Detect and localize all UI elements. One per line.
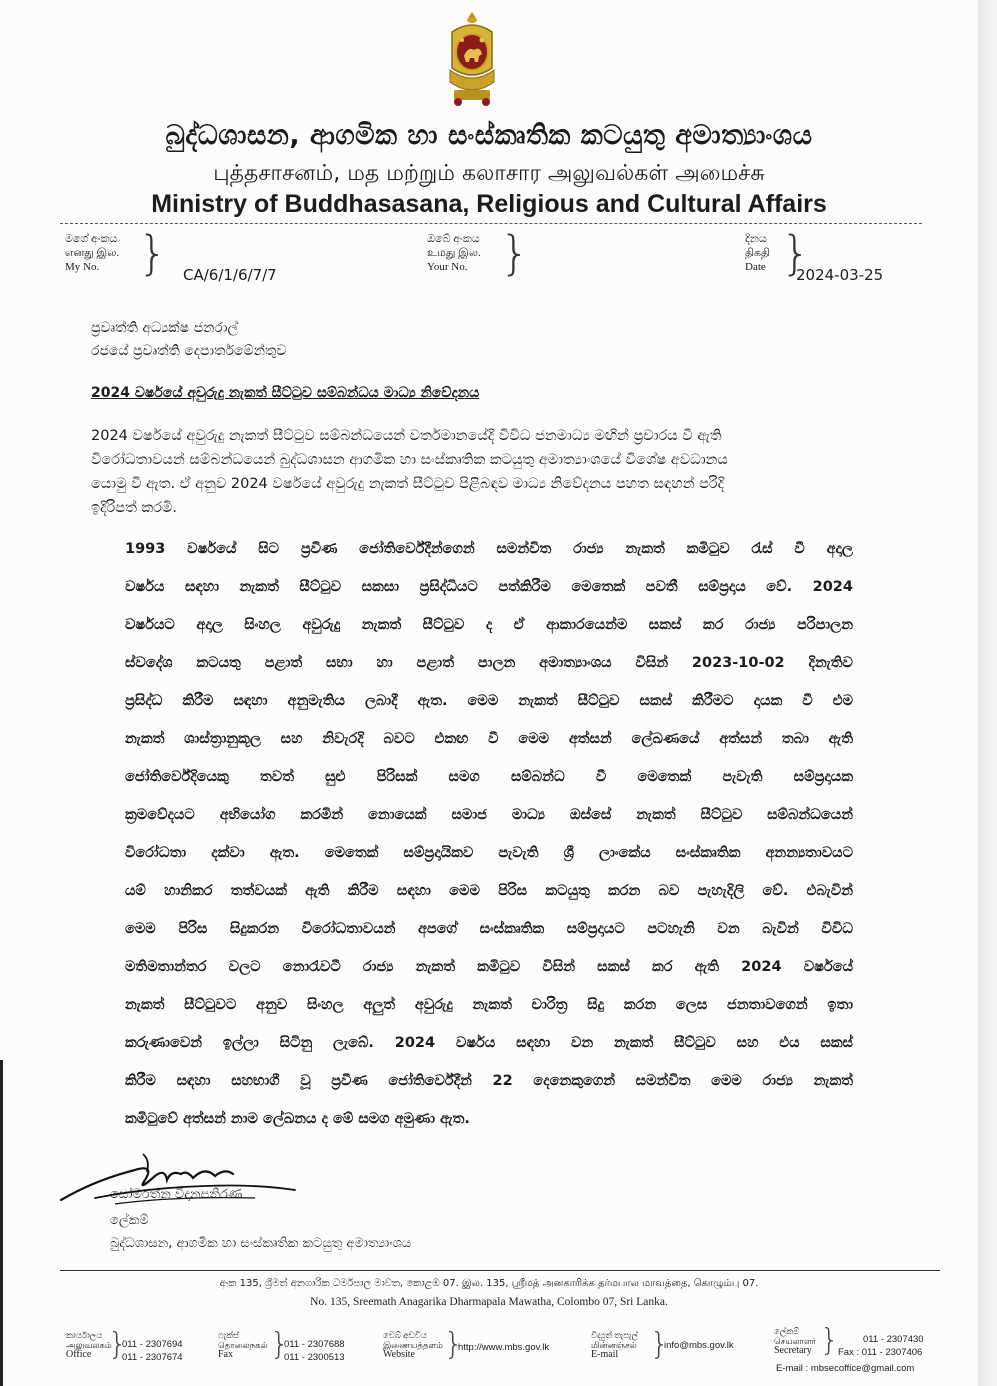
- email-brace: }: [650, 1327, 670, 1362]
- my-no-brace: }: [138, 226, 168, 280]
- secretary-brace: }: [820, 1323, 840, 1358]
- body-line: මතිමතාන්තර වලට නොරැවටී රාජ්‍ය නැකත් කමිටුව විසින් සකස් කර ඇති 2024 වර්ෂයේ: [125, 959, 853, 975]
- addressee-line-2: රජයේ ප්‍රවෘත්ති දෙපාර්තමේන්තුව: [91, 343, 287, 359]
- ministry-name-tamil: புத்தசாசனம், மத மற்றும் கலாசார அலுவல்கள் அமைச்சு: [213, 161, 765, 186]
- your-no-label: ඔබේ අංකය உமது இல. Your No.: [427, 233, 481, 273]
- body-line: ස්වදේශ කටයතු පළාත් සභා හා පළාත් පාලන අමාත්‍යාංශය විසින් 2023-10-02 දිනැතිව: [125, 655, 853, 671]
- website-link[interactable]: http://www.mbs.gov.lk: [458, 1342, 550, 1353]
- body-line: ප්‍රසිද්ධ කිරීම සඳහා අනුමැතිය ලබාදී ඇත. මෙම නැකත් සීට්ටුව සකස් කිරීමට දායක වී එම: [125, 693, 853, 709]
- secretary-fax: Fax : 011 - 2307406: [838, 1347, 923, 1358]
- handwritten-signature-icon: [55, 1140, 305, 1220]
- body-line: ජෝතිර්වේදියෙකු තවත් සුළු පිරිසක් සමග සම්බන්ධ වී මෙතෙක් පැවැති සම්ප්‍රදායක: [125, 769, 853, 785]
- body-line: කිරීම සඳහා සහභාගී වූ ප්‍රවීණ ජෝතිර්වේදීන් 22 දෙනෙකුගෙන් සමන්විත මෙම රාජ්‍ය නැකත්: [125, 1073, 853, 1089]
- my-no-value: CA/6/1/6/7/7: [183, 266, 277, 284]
- secretary-email-link[interactable]: mbsecoffice@gmail.com: [810, 1363, 915, 1374]
- body-line: නැකත් ශාස්ත්‍රානුකූල සහ නිවැරදි බවට එකඟ වී මෙම අත්සන් ලේඛණයේ අත්සන් තබා ඇති: [125, 731, 853, 747]
- date-value: 2024-03-25: [796, 266, 884, 284]
- body-line: යම් හානිකර තත්වයක් ඇති කිරීම සඳහා මෙම පිරිස කටයුතු කරන බව පැහැදිලි වේ. එබැවින්: [125, 883, 853, 899]
- body-line: වර්ෂයට අදාල සිංහල අවුරුදු නැකත් සීට්ටුව ද ඒ ආකාරයෙන්ම සකස් කර රාජ්‍ය පරිපාලන: [125, 617, 853, 633]
- footer-divider: [60, 1270, 940, 1271]
- date-brace: }: [781, 226, 811, 280]
- email-label: විද්‍යුත් තැපැල් மின்னஞ்சல் E-mail: [591, 1330, 639, 1360]
- footer-address-english: No. 135, Sreemath Anagarika Dharmapala Mawatha, Colombo 07, Sri Lanka.: [310, 1296, 668, 1308]
- body-line: වර්ෂය සඳහා නැකත් සීට්ටුව සකසා ප්‍රසිද්ධියට පත්කිරීම මෙතෙක් පවතී සම්ප්‍රදාය වේ. 2024: [125, 579, 853, 595]
- secretary-email: E-mail : mbsecoffice@gmail.com: [776, 1363, 915, 1374]
- signatory-organization: බුද්ධශාසන, ආගමික හා සංස්කෘතික කටයුතු අමාත්‍යාංශය: [110, 1236, 412, 1251]
- fax-brace: }: [270, 1327, 290, 1362]
- intro-line: විරෝධතාවයන් සම්බන්ධයෙන් බුද්ධශාසන ආගමික හා සංස්කෘතික කටයුතු අමාත්‍යාංශයේ විශේෂ අවධානය: [91, 452, 728, 468]
- office-phones: 011 - 2307694 011 - 2307674: [122, 1339, 183, 1363]
- office-brace: }: [108, 1327, 128, 1362]
- sri-lanka-emblem-icon: [440, 10, 504, 106]
- addressee-line-1: ප්‍රවෘත්ති අධ්‍යක්ෂ ජනරාල්: [91, 320, 239, 336]
- fax-label: ෆැක්ස් தொலைநகல் Fax: [218, 1330, 268, 1360]
- email-link[interactable]: info@mbs.gov.lk: [664, 1340, 734, 1351]
- intro-line: 2024 වර්ෂයේ අවුරුදු නැකත් සීට්ටුව සම්බන්ධයෙන් වර්තමානයේදී විවිධ ජනමාධ්‍ය මඟින් ප්‍රචාරය වී ඇති: [91, 428, 722, 444]
- subject-heading: 2024 වර්ෂයේ අවුරුදු නැකත් සීට්ටුව සම්බන්ධය මාධ්‍ය නිවේදනය: [91, 385, 480, 401]
- body-line: 1993 වර්ෂයේ සිට ප්‍රවීණ ජෝතිර්වේදීන්ගෙන් සමන්විත රාජ්‍ය නැකත් කමිටුව රැස් වී අදාල: [125, 541, 853, 557]
- body-line: ක්‍රමවේදයට අභියෝග කරමින් නොයෙක් සමාජ මාධ්‍ය ඔස්සේ නැකත් සීට්ටුව සම්බන්ධයෙන්: [125, 807, 853, 823]
- ministry-name-english: Ministry of Buddhasasana, Religious and Cultural Affairs: [151, 190, 827, 218]
- body-line: කරුණාවෙන් ඉල්ලා සිටිනු ලැබේ. 2024 වර්ෂය සඳහා වන නැකත් සීට්ටුව සහ එය සකස්: [125, 1035, 853, 1051]
- intro-line: යොමු වී ඇත. ඒ අනුව 2024 වර්ෂයේ අවුරුදු නැකත් සීට්ටුව පිළිබඳව මාධ්‍ය නිවේදනය පහත සඳහන් පරිදි: [91, 476, 725, 492]
- signatory-name: සෝමරත්න විදානපතිරණ: [110, 1187, 243, 1202]
- date-label: දිනය திகதி Date: [745, 233, 771, 273]
- website-brace: }: [444, 1327, 464, 1362]
- secretary-label: ලේකම් செயலாளர் Secretary: [774, 1326, 817, 1356]
- body-line: විරෝධතා දක්වා ඇත. මෙතෙක් සම්ප්‍රදායිකව පැවැති ශ්‍රී ලාංකේය සංස්කෘතික අනන්‍යතාවයට: [125, 845, 853, 861]
- intro-line: ඉදිරිපත් කරමි.: [91, 500, 178, 516]
- website-label: වෙබ් අඩවිය இணையத்தளம் Website: [383, 1330, 443, 1360]
- ministry-name-sinhala: බුද්ධශාසන, ආගමික හා සංස්කෘතික කටයුතු අමාත්‍යාංශය: [165, 120, 813, 151]
- body-line: කමිටුවේ අත්සන් නාම ලේඛනය ද මේ සමග අමුණා ඇත.: [125, 1111, 470, 1127]
- body-line: මෙම පිරිස සිදුකරන විරෝධතාවයන් අපගේ සංස්කෘතික සම්ප්‍රදායට පටහැනි වන බැවින් විවිධ: [125, 921, 853, 937]
- secretary-phone: 011 - 2307430: [863, 1334, 924, 1345]
- fax-numbers: 011 - 2307688 011 - 2300513: [284, 1339, 345, 1363]
- your-no-brace: }: [500, 226, 530, 280]
- page-edge-left: [0, 1060, 3, 1386]
- my-no-label: මගේ අංකය எனது இல. My No.: [65, 233, 120, 273]
- signatory-title: ලේකම්: [110, 1213, 149, 1228]
- footer-address-sinhala-tamil: අංක 135, ශ්‍රීමත් අනගාරික ධර්මපාල මාවත, කොළඹ 07. இல. 135, ஸ்ரீமத் அனகாரிக்க தர்மபால மாவத்தை, கொழும்பு 07.: [219, 1278, 759, 1289]
- body-line: නැකත් සීට්ටුවට අනුව සිංහල අලුත් අවුරුදු නැකත් චාරිත්‍ර සිදු කරන ලෙස ජනතාවගෙන් ඉතා: [125, 997, 853, 1013]
- page-edge-shadow: [978, 0, 997, 1386]
- office-label: කාර්යාලය அலுவலகம் Office: [66, 1330, 112, 1360]
